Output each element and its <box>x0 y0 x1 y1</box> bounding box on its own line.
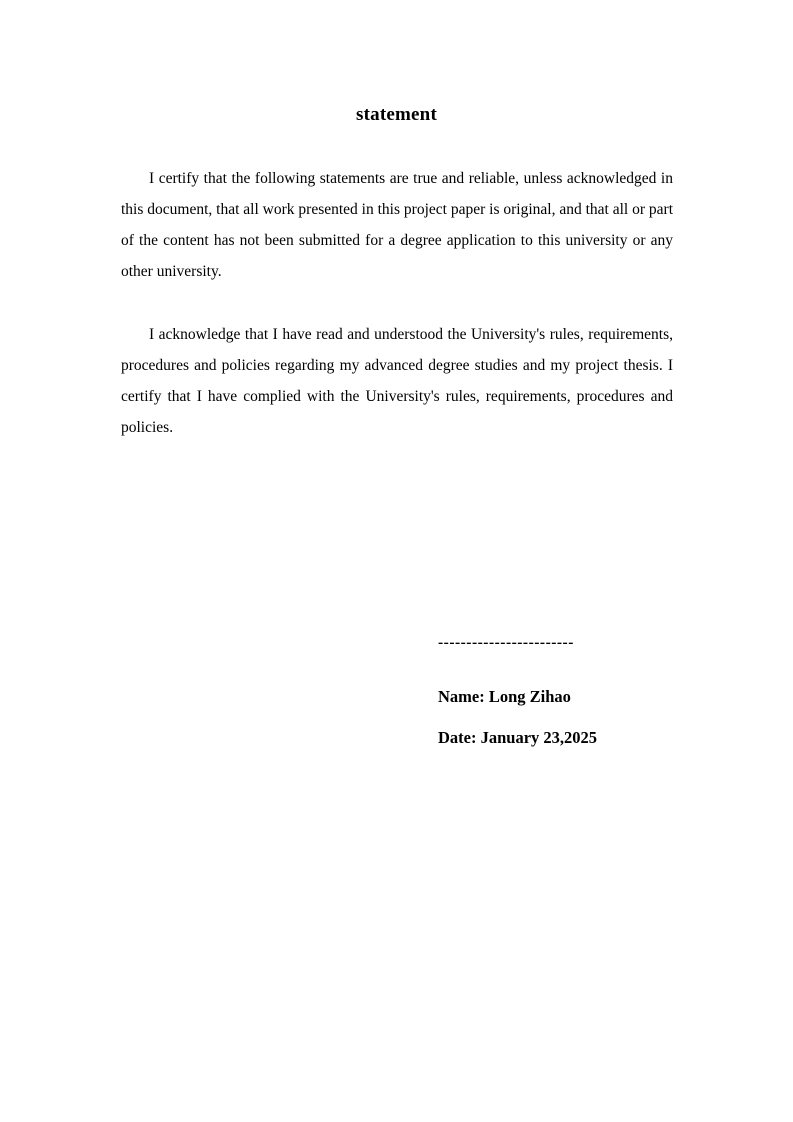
signature-date: Date: January 23,2025 <box>438 728 598 747</box>
paragraph-certification <box>121 163 673 287</box>
signature-block <box>438 632 768 758</box>
page-title: statement <box>356 104 437 125</box>
paragraph-text: I certify that the following statements are true and reliable, unless acknowledged in this document, that all work presented in this project paper is original, and that all or part of the content has not been submitted for a degree application to this university or any other university. <box>121 170 673 280</box>
signature-rule: ------------------------ <box>438 634 574 651</box>
paragraph-acknowledgement <box>121 319 673 443</box>
signature-name: Name: Long Zihao <box>438 687 571 706</box>
paragraph-text: I acknowledge that I have read and understood the University's rules, requirements, procedures and policies regarding my advanced degree studies and my project thesis. I certify that I have complied with the University's rules, requirements, procedures and policies. <box>121 326 673 436</box>
